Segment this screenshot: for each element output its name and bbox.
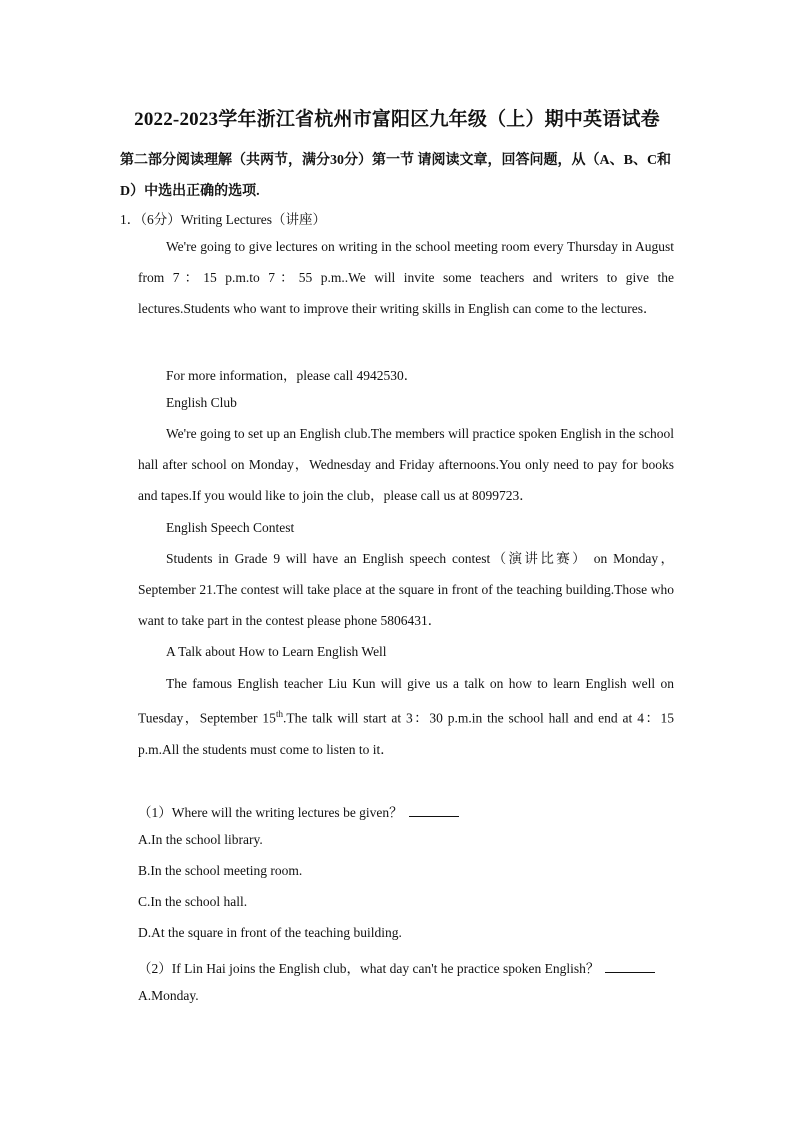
passage-paragraph-talk: The famous English teacher Liu Kun will give us a talk on how to learn English well on Tuesday，September 15th.The talk will start at 3：30 p.m.in the school hall and end at 4：15 p.m.All the students must come to listen to it． xyxy=(138,676,674,757)
section-heading: 第二部分阅读理解（共两节，满分30分）第一节 请阅读文章，回答问题，从（A、B、C和D）中选出正确的选项. xyxy=(120,153,672,199)
option-2a: A.Monday. xyxy=(138,988,199,1003)
option-1a: A.In the school library. xyxy=(138,832,263,847)
superscript-th: th xyxy=(275,709,283,720)
option-1c: C.In the school hall. xyxy=(138,894,248,909)
section-heading-english-club: English Club xyxy=(166,395,237,410)
section-heading-speech-contest: English Speech Contest xyxy=(166,520,295,535)
sub-question-1: （1）Where will the writing lectures be given？ xyxy=(138,801,459,821)
answer-blank-2[interactable] xyxy=(605,960,655,973)
passage-paragraph-english-club: We're going to set up an English club.The members will practice spoken English in the school hall after school on Monday，Wednesday and Friday afternoons.You only need to pay for books and tapes.If you would like to join the club，please call us at 8099723． xyxy=(138,426,674,504)
exam-title: 2022-2023学年浙江省杭州市富阳区九年级（上）期中英语试卷 xyxy=(134,109,660,130)
passage-paragraph-writing-lectures: We're going to give lectures on writing in the school meeting room every Thursday in August from 7：15 p.m.to 7：55 p.m..We will invite some teachers and writers to give the lectures.Students who want to improve their writing skills in English can come to the lectures． xyxy=(138,239,674,317)
option-1d: D.At the square in front of the teaching building. xyxy=(138,925,402,940)
section-heading-talk: A Talk about How to Learn English Well xyxy=(166,644,387,659)
answer-blank-1[interactable] xyxy=(409,804,459,817)
question-1-header: 1．（6分）Writing Lectures（讲座） xyxy=(120,212,327,227)
option-1b: B.In the school meeting room. xyxy=(138,863,303,878)
sub-question-2: （2）If Lin Hai joins the English club，what day can't he practice spoken English？ xyxy=(138,957,655,977)
passage-contact-info: For more information，please call 4942530． xyxy=(166,368,418,383)
passage-paragraph-speech-contest: Students in Grade 9 will have an English speech contest（演讲比赛） on Monday，September 21.The contest will take place at the square in front of the teaching building.Those who want to take part in the contest please phone 5806431． xyxy=(138,551,674,629)
